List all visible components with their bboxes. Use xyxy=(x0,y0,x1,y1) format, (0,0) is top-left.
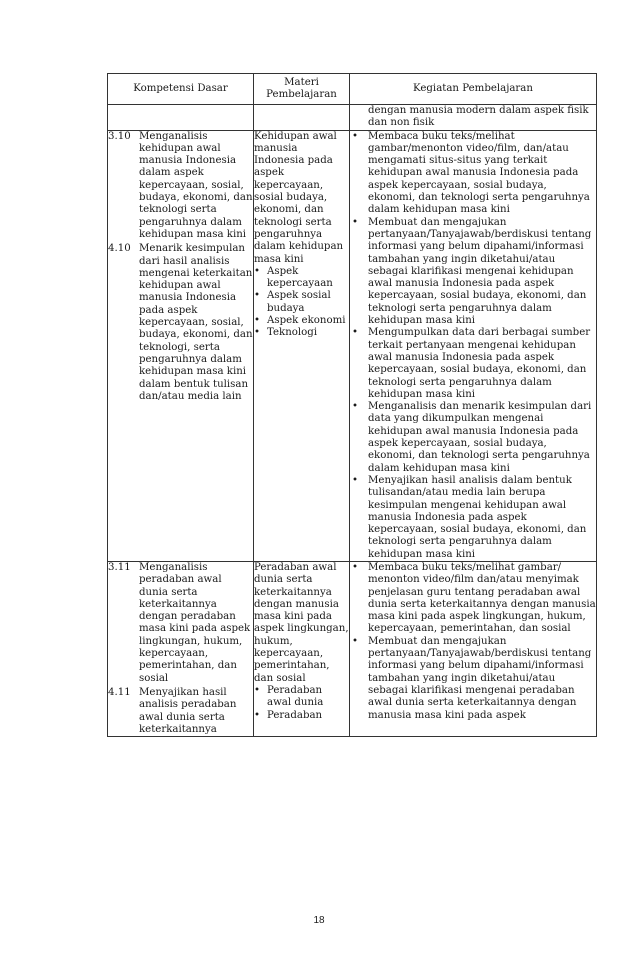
table-row xyxy=(108,130,597,561)
kd-text: Menarik kesimpulan dari hasil analisis mengenai keterkaitan kehidupan awal manusia Indonesia pada aspek kepercayaan, sosial, budaya, ekonomi, dan teknologi, serta pengaruhnya dalam kehidupan masa kini dalam bentuk tulisan dan/atau media lain xyxy=(139,243,253,402)
materi-bullet-text: Peradaban xyxy=(267,709,323,721)
header-materi-pembelajaran: Materi Pembelajaran xyxy=(254,74,350,105)
bullet-icon: • xyxy=(352,561,359,573)
materi-bullet-text: Teknologi xyxy=(267,327,318,339)
kd-text: Menganalisis peradaban awal dunia serta keterkaitannya dengan peradaban masa kini pada aspek lingkungan, hukum, kepercayaan, pemerintahan, dan sosial xyxy=(139,561,251,684)
materi-cell xyxy=(254,130,350,561)
materi-intro: Peradaban awal dunia serta keterkaitannya dengan manusia masa kini pada aspek lingkungan, hukum, kepercayaan, pemerintahan, dan sosial xyxy=(254,561,349,684)
bullet-icon: • xyxy=(254,709,261,721)
materi-bullet-text: Peradaban awal dunia xyxy=(267,684,324,709)
kompetensi-dasar-cell xyxy=(108,561,254,736)
kd-item xyxy=(108,131,253,242)
materi-intro: Kehidupan awal manusia Indonesia pada aspek kepercayaan, sosial budaya, ekonomi, dan teknologi serta pengaruhnya dalam kehidupan masa kini xyxy=(254,130,344,265)
kegiatan-text: Membuat dan mengajukan pertanyaan/Tanyajawab/berdiskusi tentang informasi yang belum dipahami/informasi tambahan yang ingin diketahui/atau sebagai klarifikasi mengenai kehidupan awal manusia Indonesia pada aspek kepercayaan, sosial budaya, ekonomi, dan teknologi serta pengaruhnya dalam kehidupan masa kini xyxy=(368,216,592,327)
continuation-empty-cell-2 xyxy=(254,105,350,131)
kegiatan-item xyxy=(350,636,596,722)
header-kompetensi-dasar: Kompetensi Dasar xyxy=(108,74,254,105)
kd-item xyxy=(108,243,253,403)
kegiatan-item xyxy=(350,217,596,328)
kd-number: 3.11 xyxy=(108,561,131,573)
table-header-row xyxy=(108,74,597,105)
bullet-icon: • xyxy=(352,474,359,486)
kd-number: 4.11 xyxy=(108,686,131,698)
kegiatan-item xyxy=(350,401,596,475)
materi-bullet-item xyxy=(254,315,349,327)
materi-bullet-text: Aspek sosial budaya xyxy=(267,290,331,314)
kegiatan-item xyxy=(350,475,596,561)
materi-cell xyxy=(254,561,350,736)
bullet-icon: • xyxy=(352,401,359,413)
kegiatan-item xyxy=(350,131,596,217)
bullet-icon: • xyxy=(352,635,359,647)
materi-bullet-item xyxy=(254,290,349,315)
bullet-icon: • xyxy=(254,327,261,339)
kd-text: Menganalisis kehidupan awal manusia Indonesia dalam aspek kepercayaan, sosial, budaya, ekonomi, dan teknologi serta pengaruhnya dalam kehidupan masa kini xyxy=(139,130,253,240)
page-number: 18 xyxy=(313,915,325,926)
kegiatan-text: Menganalisis dan menarik kesimpulan dari data yang dikumpulkan mengenai kehidupan awal manusia Indonesia pada aspek kepercayaan, sosial budaya, ekonomi, dan teknologi serta pengaruhnya dalam kehidupan masa kini xyxy=(368,401,592,474)
materi-bullet-item xyxy=(254,266,349,291)
kegiatan-text: Membuat dan mengajukan pertanyaan/Tanyajawab/berdiskusi tentang informasi yang belum dipahami/informasi tambahan yang ingin diketahui/atau sebagai klarifikasi mengenai peradaban awal dunia serta keterkaitannya dengan manusia masa kini pada aspek xyxy=(368,635,592,721)
materi-bullet-item xyxy=(254,685,349,710)
kegiatan-item xyxy=(350,562,596,636)
curriculum-table xyxy=(107,73,597,737)
bullet-icon: • xyxy=(352,130,359,142)
continuation-empty-cell-1 xyxy=(108,105,254,131)
kompetensi-dasar-cell xyxy=(108,130,254,561)
bullet-icon: • xyxy=(352,216,359,228)
kd-number: 3.10 xyxy=(108,130,131,142)
kd-item xyxy=(108,687,253,736)
kegiatan-text: Mengumpulkan data dari berbagai sumber terkait pertanyaan mengenai kehidupan awal manusia Indonesia pada aspek kepercayaan, sosial budaya, ekonomi, dan teknologi serta pengaruhnya dalam kehidupan masa kini xyxy=(368,327,591,400)
header-kegiatan-pembelajaran: Kegiatan Pembelajaran xyxy=(350,74,597,105)
bullet-icon: • xyxy=(352,327,359,339)
kd-text: Menyajikan hasil analisis peradaban awal dunia serta keterkaitannya xyxy=(139,686,237,735)
bullet-icon: • xyxy=(254,265,261,277)
kd-item xyxy=(108,562,253,685)
materi-bullet-text: Aspek kepercayaan xyxy=(267,265,333,290)
materi-bullet-item xyxy=(254,327,349,339)
bullet-icon: • xyxy=(254,290,261,302)
kegiatan-cell xyxy=(350,561,597,736)
continuation-row xyxy=(108,105,597,131)
kegiatan-item xyxy=(350,327,596,401)
materi-bullet-item xyxy=(254,710,349,722)
materi-bullet-text: Aspek ekonomi xyxy=(267,315,346,327)
kegiatan-cell xyxy=(350,130,597,561)
kegiatan-text: Membaca buku teks/melihat gambar/ menonton video/film dan/atau menyimak penjelasan guru tentang peradaban awal dunia serta keterkaitannya dengan manusia masa kini pada aspek lingkungan, hukum, kepercayaan, pemerintahan, dan sosial xyxy=(368,561,596,635)
continuation-text: dengan manusia modern dalam aspek fisik dan non fisik xyxy=(368,105,589,129)
table-row xyxy=(108,561,597,736)
kd-number: 4.10 xyxy=(108,243,131,255)
bullet-icon: • xyxy=(254,315,261,327)
continuation-cell xyxy=(350,105,597,131)
kegiatan-text: Membaca buku teks/melihat gambar/menonton video/film, dan/atau mengamati situs-situs yang terkait kehidupan awal manusia Indonesia pada aspek kepercayaan, sosial budaya, ekonomi, dan teknologi serta pengaruhnya dalam kehidupan masa kini xyxy=(368,130,590,216)
bullet-icon: • xyxy=(254,684,261,696)
kegiatan-text: Menyajikan hasil analisis dalam bentuk tulisandan/atau media lain berupa kesimpulan mengenai kehidupan awal manusia Indonesia pada aspek kepercayaan, sosial budaya, ekonomi, dan teknologi serta pengaruhnya dalam kehidupan masa kini xyxy=(368,474,587,560)
